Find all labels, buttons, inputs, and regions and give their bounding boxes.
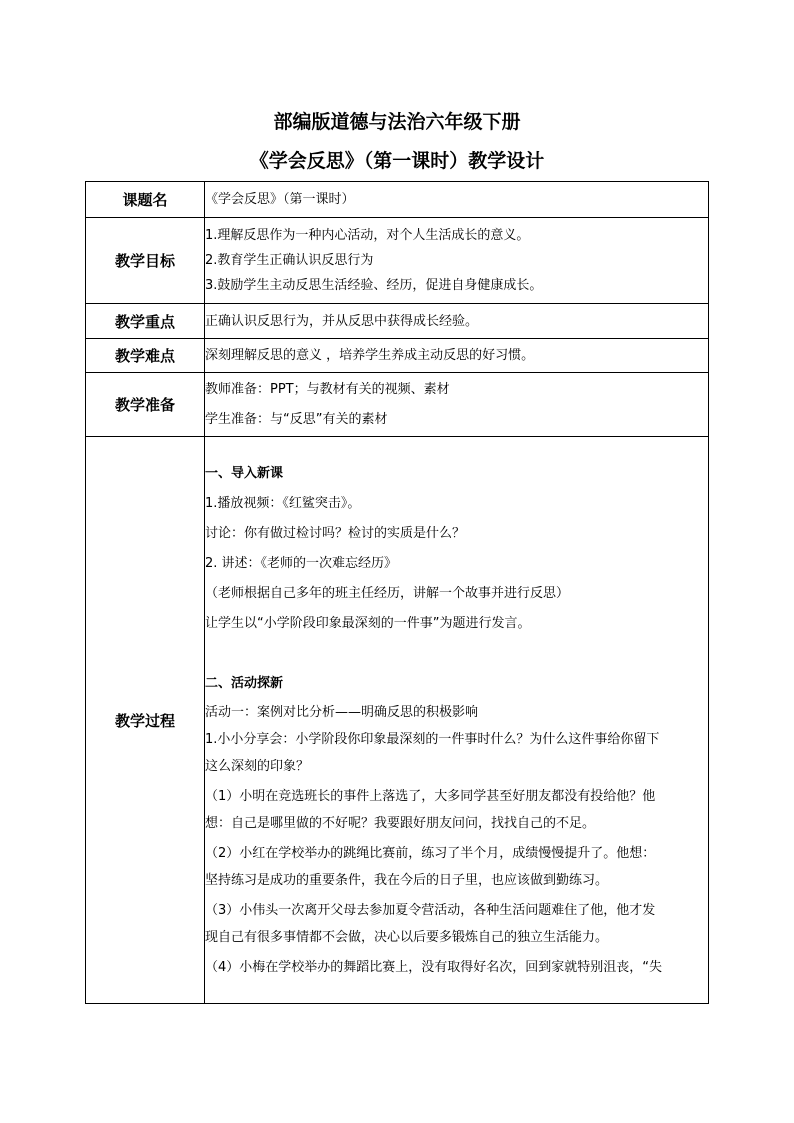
value-difficulty: 深刻理解反思的意义 ，培养学生养成主动反思的好习惯。 <box>205 339 709 373</box>
process-line: 1.小小分享会：小学阶段你印象最深刻的一件事时什么？为什么这件事给你留下 <box>205 732 660 747</box>
process-line: 1.播放视频：《红鲨突击》。 <box>205 496 361 511</box>
process-line: 讨论：你有做过检讨吗？检讨的实质是什么？ <box>205 526 466 541</box>
spacer <box>205 639 708 669</box>
value-topic: 《学会反思》（第一课时） <box>205 182 709 218</box>
teacher-preparation: 教师准备：PPT；与教材有关的视频、素材 <box>205 381 450 397</box>
case-item: （1）小明在竞选班长的事件上落选了，大多同学甚至好朋友都没有投给他？他 <box>205 789 656 804</box>
process-line: （老师根据自己多年的班主任经历，讲解一个故事并进行反思） <box>205 586 570 601</box>
lesson-plan-table <box>85 181 709 1004</box>
label-goals: 教学目标 <box>86 218 205 304</box>
case-item: 想：自己是哪里做的不好呢？我要跟好朋友问问，找找自己的不足。 <box>205 816 596 831</box>
label-preparation: 教学准备 <box>86 373 205 437</box>
value-goals <box>205 218 709 304</box>
goal-item: 2.教育学生正确认识反思行为 <box>205 253 374 268</box>
row-key-point <box>86 304 709 339</box>
student-preparation: 学生准备：与“反思”有关的素材 <box>205 411 388 427</box>
case-item: 坚持练习是成功的重要条件，我在今后的日子里，也应该做到勤练习。 <box>205 873 609 888</box>
goal-item: 1.理解反思作为一种内心活动，对个人生活成长的意义。 <box>205 228 530 243</box>
row-goals <box>86 218 709 304</box>
row-preparation <box>86 373 709 437</box>
label-topic: 课题名 <box>86 182 205 218</box>
section-heading: 二、活动探新 <box>205 676 284 691</box>
row-process <box>86 437 709 1004</box>
value-process <box>205 437 709 1004</box>
section-heading: 一、导入新课 <box>205 466 284 481</box>
label-key-point: 教学重点 <box>86 304 205 339</box>
label-process: 教学过程 <box>86 437 205 1004</box>
document-title: 部编版道德与法治六年级下册 <box>273 111 521 133</box>
process-line: 活动一：案例对比分析——明确反思的积极影响 <box>205 705 479 720</box>
process-line: 这么深刻的印象？ <box>205 759 310 774</box>
label-difficulty: 教学难点 <box>86 339 205 373</box>
value-preparation <box>205 373 709 437</box>
value-key-point: 正确认识反思行为，并从反思中获得成长经验。 <box>205 304 709 339</box>
row-difficulty <box>86 339 709 373</box>
process-line: 让学生以“小学阶段印象最深刻的一件事”为题进行发言。 <box>205 616 531 631</box>
case-item: （4）小梅在学校举办的舞蹈比赛上，没有取得好名次，回到家就特别沮丧，“失 <box>205 960 663 975</box>
case-item: 现自己有很多事情都不会做，决心以后要多锻炼自己的独立生活能力。 <box>205 930 609 945</box>
case-item: （2）小红在学校举办的跳绳比赛前，练习了半个月，成绩慢慢提升了。他想： <box>205 846 656 861</box>
goal-item: 3.鼓励学生主动反思生活经验、经历，促进自身健康成长。 <box>205 278 543 293</box>
row-topic <box>86 182 709 218</box>
process-line: 2. 讲述：《老师的一次难忘经历》 <box>205 556 398 571</box>
case-item: （3）小伟头一次离开父母去参加夏令营活动，各种生活问题难住了他，他才发 <box>205 903 656 918</box>
document-subtitle: 《学会反思》（第一课时）教学设计 <box>249 150 545 172</box>
